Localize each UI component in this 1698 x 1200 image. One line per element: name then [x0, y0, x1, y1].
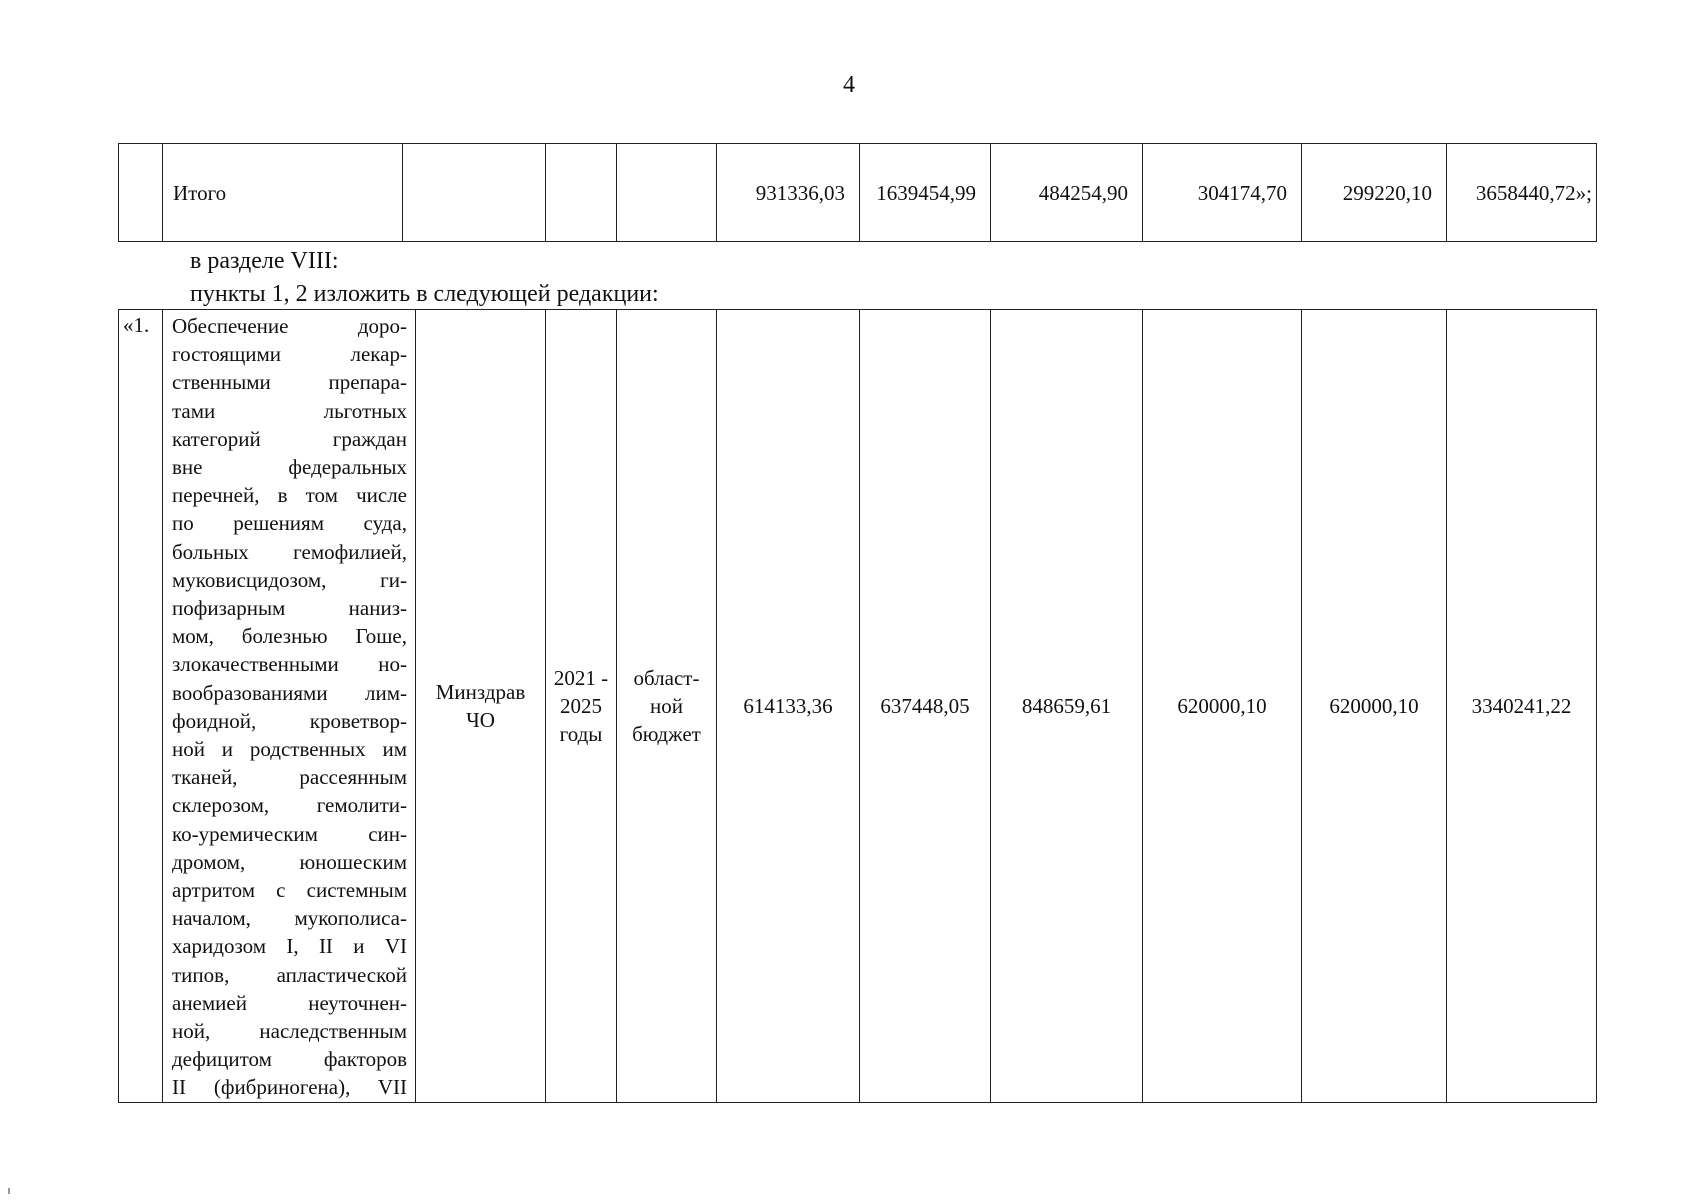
description-line: анемией неуточнен-	[172, 990, 407, 1015]
description-line: II (фибриногена), VII	[172, 1075, 407, 1100]
description-line: категорий граждан	[172, 426, 407, 451]
item-period	[546, 310, 617, 1103]
total-number-cell	[119, 144, 163, 242]
total-period-cell	[546, 144, 617, 242]
description-line: ко-уремическим син-	[172, 821, 407, 846]
instruction-items: пункты 1, 2 изложить в следующей редакции:	[190, 281, 659, 307]
description-line: артритом с системным	[172, 878, 407, 903]
executor-line: Минздрав	[435, 679, 526, 704]
table-row	[119, 310, 1597, 1103]
description-line: мом, болезнью Гоше,	[172, 624, 407, 649]
executor-line: ЧО	[466, 707, 495, 732]
description-line: вообразованиями лим-	[172, 680, 407, 705]
description-line: ственными препара-	[172, 370, 407, 395]
description-line: фоидной, кроветвор-	[172, 708, 407, 733]
source-line: област-	[633, 665, 700, 690]
description-line: дефицитом факторов	[172, 1047, 407, 1072]
description-line: вне федеральных	[172, 455, 407, 480]
description-line: муковисцидозом, ги-	[172, 567, 407, 592]
description-line: перечней, в том числе	[172, 483, 407, 508]
period-line: годы	[559, 721, 603, 746]
item-source	[617, 310, 717, 1103]
total-value-2025: 299220,10	[1302, 144, 1447, 242]
item-description	[163, 310, 416, 1103]
item-value-2025: 620000,10	[1302, 310, 1447, 1103]
item-value-2024: 620000,10	[1143, 310, 1302, 1103]
description-line: тами льготных	[172, 398, 407, 423]
source-line: бюджет	[632, 721, 701, 746]
description-line: типов, апластической	[172, 962, 407, 987]
item-executor	[416, 310, 546, 1103]
description-line: дромом, юношеским	[172, 849, 407, 874]
description-line: пофизарным наниз-	[172, 596, 407, 621]
total-value-2023: 484254,90	[991, 144, 1143, 242]
total-table	[118, 143, 1597, 242]
description-line: больных гемофилией,	[172, 539, 407, 564]
total-value-2021: 931336,03	[717, 144, 860, 242]
description-line: злокачественными но-	[172, 652, 407, 677]
description-line: харидозом I, II и VI	[172, 934, 407, 959]
source-line: ной	[650, 693, 683, 718]
description-line: Обеспечение дорo-	[172, 314, 407, 338]
instruction-section: в разделе VIII:	[190, 248, 339, 274]
period-line: 2021 -	[553, 665, 609, 690]
page-number: 4	[843, 72, 855, 98]
item-value-2023: 848659,61	[991, 310, 1143, 1103]
total-value-2024: 304174,70	[1143, 144, 1302, 242]
period-line: 2025	[560, 693, 602, 718]
item-number: «1.	[119, 310, 163, 1103]
description-line: началом, мукополиса-	[172, 906, 407, 931]
total-value-2022: 1639454,99	[860, 144, 991, 242]
total-value-sum: 3658440,72»;	[1447, 144, 1597, 242]
total-executor-cell	[403, 144, 546, 242]
description-line: ной и родственных им	[172, 737, 407, 762]
total-row	[119, 144, 1597, 242]
description-line: ной, наследственным	[172, 1019, 407, 1044]
total-source-cell	[617, 144, 717, 242]
description-line: гостоящими лекар-	[172, 342, 407, 367]
program-table	[118, 309, 1597, 1103]
item-value-2021: 614133,36	[717, 310, 860, 1103]
description-line: склерозом, гемолити-	[172, 793, 407, 818]
description-line: тканей, рассеянным	[172, 765, 407, 790]
item-value-sum: 3340241,22	[1447, 310, 1597, 1103]
scan-speck	[8, 1188, 10, 1194]
item-value-2022: 637448,05	[860, 310, 991, 1103]
description-line: по решениям суда,	[172, 511, 407, 536]
total-label: Итого	[163, 144, 403, 242]
